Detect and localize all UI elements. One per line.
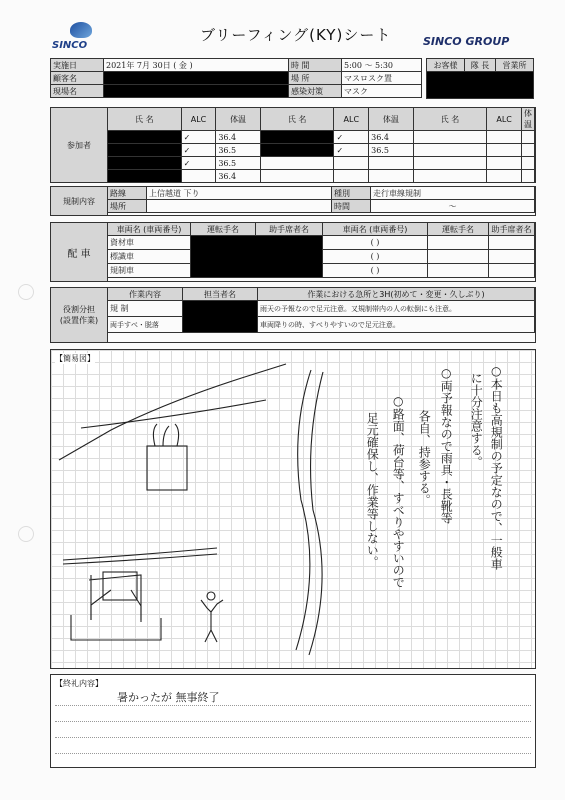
sketch-label: 【簡易図】 [55, 354, 95, 363]
vehicle-crew-redacted [191, 236, 323, 278]
participant-alc: ✓ [334, 131, 369, 144]
client-value-redacted [104, 72, 289, 85]
page-title: ブリーフィング(KY)シート [200, 26, 392, 44]
assignee-redacted [183, 301, 258, 333]
sketch-note: に十分注意する。 [469, 372, 484, 468]
participant-temp-header: 体温 [369, 108, 414, 131]
participant-alc: ✓ [181, 157, 216, 170]
sketch-drawing [51, 350, 535, 668]
driver-header: 運転手名 [191, 223, 256, 236]
logo-left-text: SINCO [52, 40, 88, 51]
vehicle-header: 車両名 (車両番号) [108, 223, 191, 236]
infection-label: 感染対策 [289, 85, 342, 98]
vehicle-name: 資材車 [108, 236, 191, 250]
closing-label: 【終礼内容】 [55, 679, 103, 688]
participant-name-redacted [260, 144, 334, 157]
participant-name-redacted [108, 144, 182, 157]
time-value: 5:00 〜 5:30 [342, 59, 422, 72]
time-label: 時 間 [289, 59, 342, 72]
sinco-group-logo: SINCO GROUP [423, 35, 510, 48]
roles-table [107, 287, 535, 333]
vehicles-label: 配 車 [51, 223, 108, 281]
reg-place-value [147, 200, 332, 213]
participant-temp: 36.5 [369, 144, 414, 157]
reg-time-label: 時間 [332, 200, 371, 213]
task-header: 作業内容 [108, 288, 183, 301]
participant-temp: 36.5 [216, 144, 261, 157]
driver-header: 運転手名 [428, 223, 489, 236]
info-table [50, 58, 422, 98]
punch-hole [18, 284, 34, 300]
participant-name-redacted [108, 157, 182, 170]
infection-value: マスク [342, 85, 422, 98]
vehicle-number: ( ) [323, 250, 428, 264]
ruled-line [55, 753, 531, 754]
assignee-header: 担当者名 [183, 288, 258, 301]
participant-temp: 36.4 [216, 131, 261, 144]
reg-place-label: 場所 [108, 200, 147, 213]
date-label: 実施日 [51, 59, 104, 72]
route-value: 上信越道 下り [147, 187, 332, 200]
participant-temp: 36.4 [216, 170, 261, 183]
regulation-table [107, 186, 535, 213]
assistant-header: 助手席者名 [256, 223, 323, 236]
logo-mark-icon [70, 22, 92, 38]
vehicles-table [107, 222, 535, 278]
participant-name-header: 氏 名 [108, 108, 182, 131]
handdrawn-lines [59, 364, 323, 655]
roles-label: 役割分担 (設置作業) [51, 288, 108, 342]
sketch-note: 足元確保し、作業等しない。 [365, 412, 380, 568]
punch-hole [18, 526, 34, 542]
participant-temp: 36.5 [216, 157, 261, 170]
ruled-line [55, 737, 531, 738]
place-label: 場 所 [289, 72, 342, 85]
vehicle-number: ( ) [323, 264, 428, 278]
participant-alc: ✓ [334, 144, 369, 157]
task-value: 両手すべ・脱落 [108, 317, 183, 333]
sketch-note: ○路面、荷台等、すべりやすいので [391, 394, 406, 588]
stamp-table [426, 58, 534, 99]
vehicle-header: 車両名 (車両番号) [323, 223, 428, 236]
vehicle-name: 規制車 [108, 264, 191, 278]
site-label: 現場名 [51, 85, 104, 98]
stamp-header-office: 営業所 [495, 59, 533, 72]
participants-table [107, 107, 535, 183]
participant-alc-header: ALC [487, 108, 522, 131]
task-value: 規 制 [108, 301, 183, 317]
participant-alc: ✓ [181, 131, 216, 144]
point-value: 車両降りの時、すべりやすいので足元注意。 [258, 317, 535, 333]
sketch-note: ○本日も高規制の予定なので、一般車 [489, 364, 504, 570]
participant-name-redacted [108, 131, 182, 144]
participant-name-redacted [260, 131, 334, 144]
participant-temp-header: 体温 [522, 108, 535, 131]
type-label: 種別 [332, 187, 371, 200]
sinco-logo [52, 22, 114, 54]
reg-time-value: 〜 [371, 200, 535, 213]
point-value: 雨天の予報なので足元注意。又規制帯内の人の転倒にも注意。 [258, 301, 535, 317]
sketch-note: ○両予報なので雨具・長靴等 [439, 366, 454, 524]
closing-text: 暑かったが 無事終了 [117, 691, 220, 704]
participant-temp: 36.4 [369, 131, 414, 144]
closing-section [50, 674, 536, 768]
participant-temp-header: 体温 [216, 108, 261, 131]
date-value: 2021年 7月 30日 ( 金 ) [104, 59, 289, 72]
ruled-line [55, 721, 531, 722]
stamp-header-client: お客様 [427, 59, 465, 72]
participant-alc-header: ALC [181, 108, 216, 131]
vehicle-name: 標識車 [108, 250, 191, 264]
participant-name-header: 氏 名 [413, 108, 487, 131]
stamp-area-redacted [427, 72, 534, 99]
sketch-area [50, 349, 536, 669]
regulation-label: 規制内容 [51, 187, 108, 215]
client-label: 顧客名 [51, 72, 104, 85]
stamp-header-captain: 隊 長 [465, 59, 496, 72]
participant-name-redacted [108, 170, 182, 183]
sketch-note: 各自、持参する。 [417, 410, 432, 506]
participant-name-header: 氏 名 [260, 108, 334, 131]
participant-alc: ✓ [181, 144, 216, 157]
type-value: 走行車線規制 [371, 187, 535, 200]
ruled-line [55, 705, 531, 706]
site-value-redacted [104, 85, 289, 98]
participant-alc [181, 170, 216, 183]
vehicle-number: ( ) [323, 236, 428, 250]
assistant-header: 助手席者名 [489, 223, 535, 236]
participants-label: 参加者 [51, 108, 108, 182]
participant-alc-header: ALC [334, 108, 369, 131]
place-value: マスロスク置 [342, 72, 422, 85]
route-label: 路線 [108, 187, 147, 200]
point-header: 作業における急所と3H(初めて・変更・久しぶり) [258, 288, 535, 301]
